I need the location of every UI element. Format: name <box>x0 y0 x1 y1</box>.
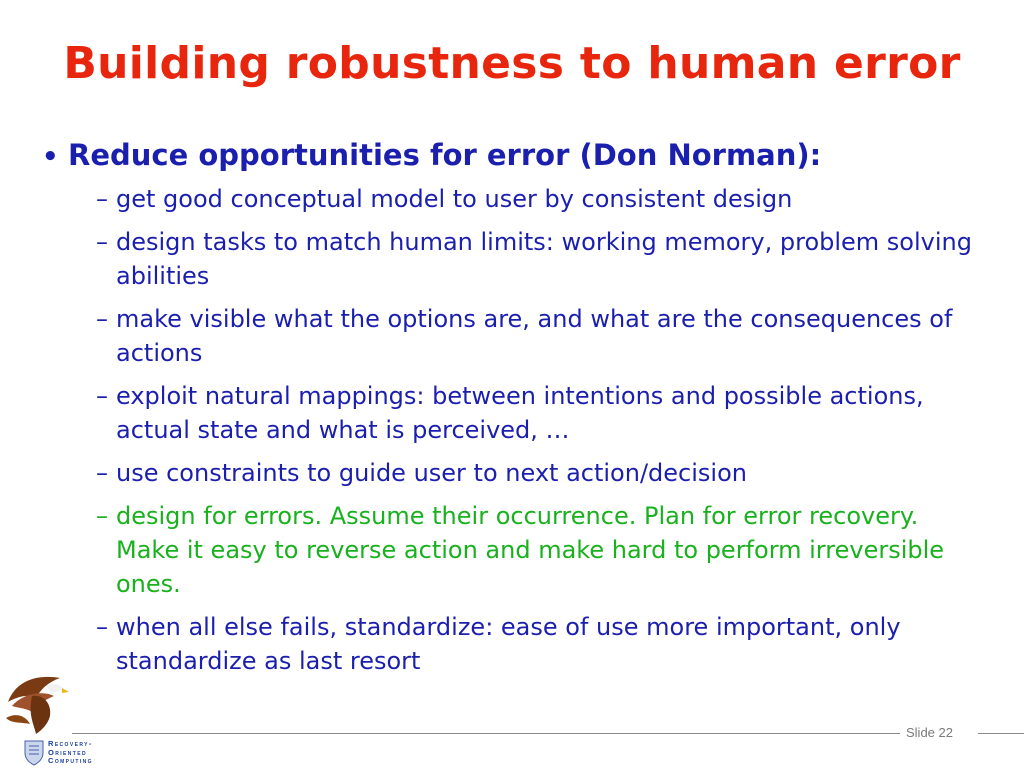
sub-bullet-text: exploit natural mappings: between intentions and possible actions, actual state and what is perceived, … <box>116 382 924 444</box>
sub-bullet-text: when all else fails, standardize: ease of use more important, only standardize as last resort <box>116 613 901 675</box>
sub-bullet <box>96 379 982 447</box>
roc-badge-icon <box>22 738 46 766</box>
sub-bullet-dash: – <box>96 459 108 487</box>
sub-bullet-text: design for errors. Assume their occurrence. Plan for error recovery. Make it easy to reverse action and make hard to perform irreversible ones. <box>116 502 945 598</box>
main-bullet-text: Reduce opportunities for error (Don Norman): <box>68 138 822 172</box>
sub-bullet-text: design tasks to match human limits: working memory, problem solving abilities <box>116 228 972 290</box>
sub-bullet-text: get good conceptual model to user by consistent design <box>116 185 793 213</box>
logo-text-line: Oriented <box>48 747 87 757</box>
sub-bullet <box>96 302 982 370</box>
slide-number: Slide 22 <box>906 725 953 740</box>
eagle-logo-icon <box>2 672 70 736</box>
sub-bullet-dash: – <box>96 382 108 410</box>
sub-bullet-dash: – <box>96 305 108 333</box>
sub-bullet <box>96 182 982 216</box>
footer-divider-right <box>978 733 1024 734</box>
main-bullet <box>42 138 982 172</box>
logo-text-line: Recovery- <box>48 739 93 748</box>
slide-content <box>42 138 982 687</box>
slide-title: Building robustness to human error <box>63 38 961 89</box>
sub-bullet-highlighted <box>96 499 982 601</box>
sub-bullet <box>96 225 982 293</box>
sub-bullet-text: use constraints to guide user to next action/decision <box>116 459 747 487</box>
sub-bullet-list <box>96 182 982 678</box>
sub-bullet-dash: – <box>96 613 108 641</box>
bullet-symbol: • <box>42 142 59 172</box>
footer-divider-left <box>72 733 900 734</box>
sub-bullet-dash: – <box>96 185 108 213</box>
logo-text-line: Computing <box>48 756 93 765</box>
sub-bullet <box>96 610 982 678</box>
sub-bullet-dash: – <box>96 502 108 530</box>
sub-bullet-dash: – <box>96 228 108 256</box>
sub-bullet <box>96 456 982 490</box>
sub-bullet-text: make visible what the options are, and what are the consequences of actions <box>116 305 953 367</box>
roc-logo-text <box>48 740 93 766</box>
